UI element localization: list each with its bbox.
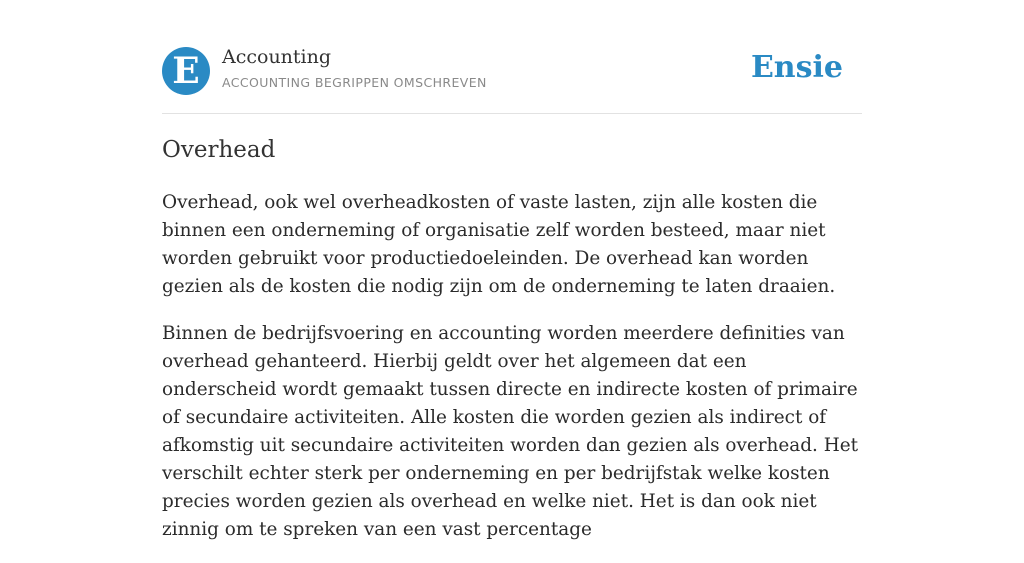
site-title-link[interactable]: Accounting <box>222 46 332 68</box>
article-paragraph: Overhead, ook wel overheadkosten of vaste lasten, zijn alle kosten die binnen een onderneming of organisatie zelf worden besteed, maar niet worden gebruikt voor productiedoeleinden. De overhead kan worden gezien als de kosten die nodig zijn om de onderneming te laten draaien. <box>162 192 836 297</box>
site-logo[interactable] <box>162 47 210 95</box>
site-header <box>162 0 862 114</box>
page <box>162 0 862 540</box>
site-subtitle: ACCOUNTING BEGRIPPEN OMSCHREVEN <box>222 75 487 90</box>
ensie-brand-logo[interactable]: Ensie <box>750 50 843 85</box>
article-content <box>162 189 864 563</box>
article-paragraph: Binnen de bedrijfsvoering en accounting worden meerdere definities van overhead gehanteerd. Hierbij geldt over het algemeen dat een onderscheid wordt gemaakt tussen directe en indirecte kosten of primaire of secundaire activiteiten. Alle kosten die worden gezien als indirect of afkomstig uit secundaire activiteiten worden dan gezien als overhead. Het verschilt echter sterk per onderneming en per bedrijfstak welke kosten precies worden gezien als overhead en welke niet. Het is dan ook niet zinnig om te spreken van een vast percentage <box>162 323 859 540</box>
article-title: Overhead <box>162 137 276 163</box>
logo-letter: E <box>172 50 200 92</box>
